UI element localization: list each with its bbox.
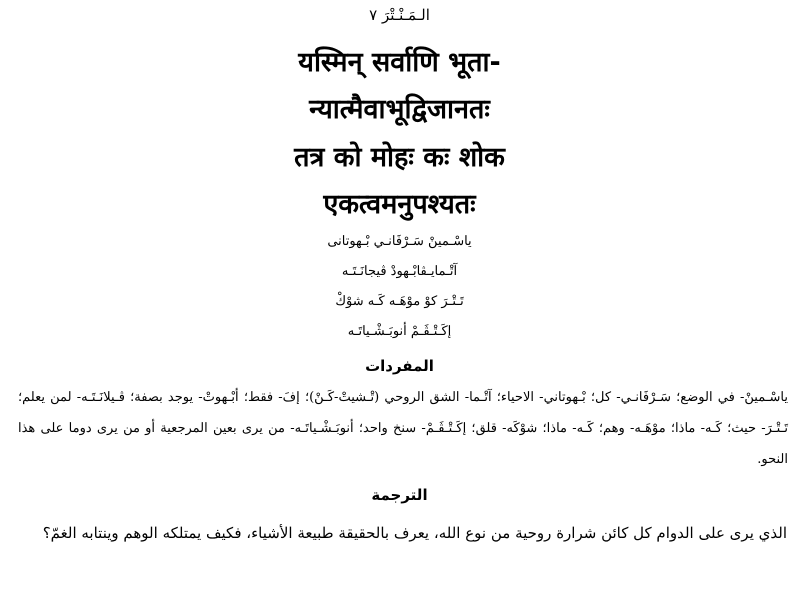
running-header: الـمَـنْـتْرَ ٧	[369, 6, 430, 24]
sanskrit-line-2: न्यात्मैवाभूद्विजानतः	[309, 94, 490, 125]
transliteration-line-1: ياسْـمينْ سَـرْفَانـي بْـهوتانى	[327, 234, 472, 249]
transliteration-line-4: إكَـتْـڤَـمْ أنوبَـشْـياتَـه	[347, 324, 452, 339]
sanskrit-line-3: तत्र को मोहः कः शोक	[294, 142, 505, 173]
transliteration-line-2: آتْـمايـڤابْـهودْ ڤيجانَـتَـه	[341, 264, 458, 279]
transliteration-line-3: تَـتْـرَ كوْ موْهَـه كَـه شوْكْ	[335, 294, 464, 309]
sanskrit-line-4: एकत्वमनुपश्यतः	[323, 189, 476, 220]
sanskrit-line-1: यस्मिन् सर्वाणि भूता-	[298, 47, 501, 78]
vocabulary-paragraph: ياسْـمينْ- في الوضع؛ سَـرْفَانـي- كل؛ بْـهوتاني- الاحياء؛ آتْـما- الشق الروحي (تْـشيتْ-كَـنْ)؛ إفَ- فقط؛ أبْـهوتْ- يوجد بصفة؛ ڤـيلانَـتَـه- لمن يعلم؛ تَـتْـرَ- حيث؛ كَـه- ماذا؛ موْهَـه- وهم؛ كَـه- ماذا؛ شوْكَه- قلق؛ إكَـتْـڤَـمْ- سنخ واحد؛ أنوبَـشْـياتَـه- من يرى بعين المرجعية أو من يرى دوما على هذا النحو.	[18, 390, 788, 467]
translation-heading: الترجمة	[371, 486, 428, 504]
translation-paragraph: الذي يرى على الدوام كل كائن شرارة روحية من نوع الله، يعرف بالحقيقة طبيعة الأشياء، فكيف يمتلكه الوهم وينتابه الغمّ؟	[42, 524, 787, 542]
vocabulary-heading: المفردات	[365, 357, 434, 375]
